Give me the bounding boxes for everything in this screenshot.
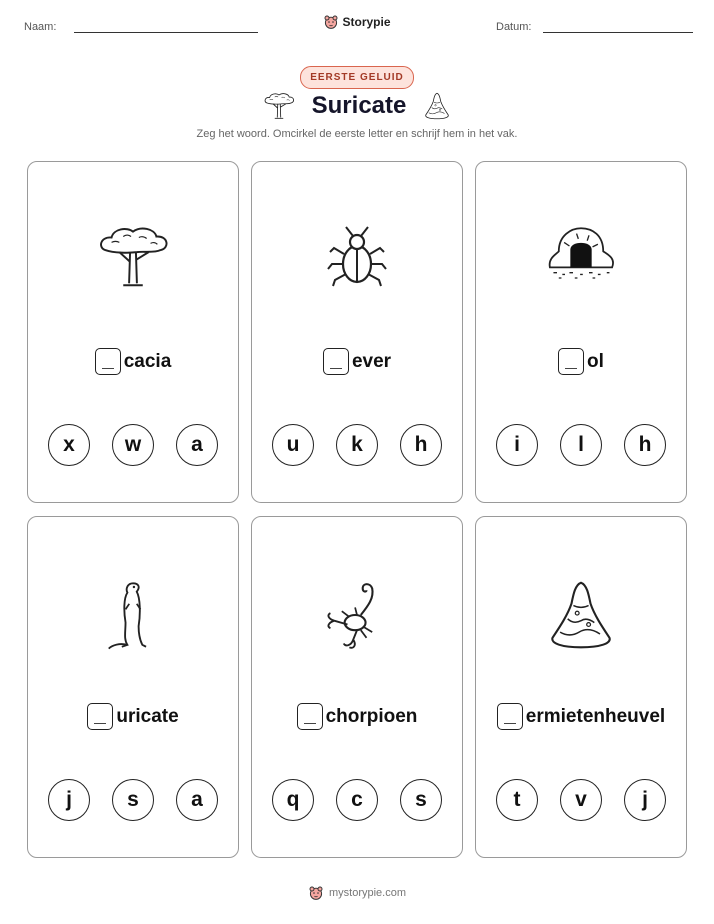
letter-option[interactable]: i (496, 424, 538, 466)
first-letter-box[interactable] (497, 703, 523, 730)
page-title: Suricate (311, 92, 407, 119)
word-card (251, 161, 463, 503)
word-rest: ermietenheuvel (525, 705, 666, 727)
termite-mound-icon (543, 577, 619, 653)
meerkat-icon (105, 577, 161, 653)
letter-option[interactable]: a (176, 779, 218, 821)
scorpion-icon (319, 577, 395, 653)
name-label: Naam: (24, 21, 57, 33)
letter-option[interactable]: h (400, 424, 442, 466)
letter-option[interactable]: q (272, 779, 314, 821)
letter-option[interactable]: t (496, 779, 538, 821)
letter-option[interactable]: s (112, 779, 154, 821)
word-card (475, 516, 687, 858)
acacia-tree-icon (94, 222, 172, 292)
first-letter-box[interactable] (87, 703, 113, 730)
worksheet-badge: EERSTE GELUID (300, 66, 414, 89)
date-line[interactable] (543, 20, 693, 33)
letter-option[interactable]: k (336, 424, 378, 466)
word-rest: uricate (116, 705, 179, 727)
acacia-tree-icon (262, 91, 296, 121)
footer-site[interactable]: mystorypie.com (328, 887, 407, 899)
first-letter-box[interactable] (323, 348, 349, 375)
letter-option[interactable]: w (112, 424, 154, 466)
first-letter-box[interactable] (297, 703, 323, 730)
word-rest: ever (351, 350, 392, 372)
termite-mound-icon (422, 90, 452, 122)
instruction-text: Zeg het woord. Omcirkel de eerste letter en schrijf hem in het vak. (196, 128, 518, 140)
storypie-mascot-icon (323, 14, 339, 30)
first-letter-box[interactable] (558, 348, 584, 375)
letter-option[interactable]: v (560, 779, 602, 821)
letter-option[interactable]: c (336, 779, 378, 821)
brand-name: Storypie (342, 15, 391, 29)
word-card (251, 516, 463, 858)
letter-option[interactable]: u (272, 424, 314, 466)
letter-option[interactable]: j (48, 779, 90, 821)
letter-option[interactable]: s (400, 779, 442, 821)
date-field[interactable] (496, 20, 693, 33)
word-card (27, 161, 239, 503)
word-rest: ol (587, 350, 604, 372)
word-card (475, 161, 687, 503)
burrow-hole-icon (541, 222, 621, 286)
word-rest: chorpioen (325, 705, 418, 727)
beetle-icon (322, 222, 392, 292)
letter-option[interactable]: h (624, 424, 666, 466)
word-rest: cacia (123, 350, 172, 372)
letter-option[interactable]: l (560, 424, 602, 466)
footer (0, 885, 714, 901)
word-card (27, 516, 239, 858)
letter-option[interactable]: a (176, 424, 218, 466)
letter-option[interactable]: x (48, 424, 90, 466)
date-label: Datum: (496, 21, 532, 33)
letter-option[interactable]: j (624, 779, 666, 821)
storypie-mascot-icon (308, 885, 324, 901)
first-letter-box[interactable] (95, 348, 121, 375)
